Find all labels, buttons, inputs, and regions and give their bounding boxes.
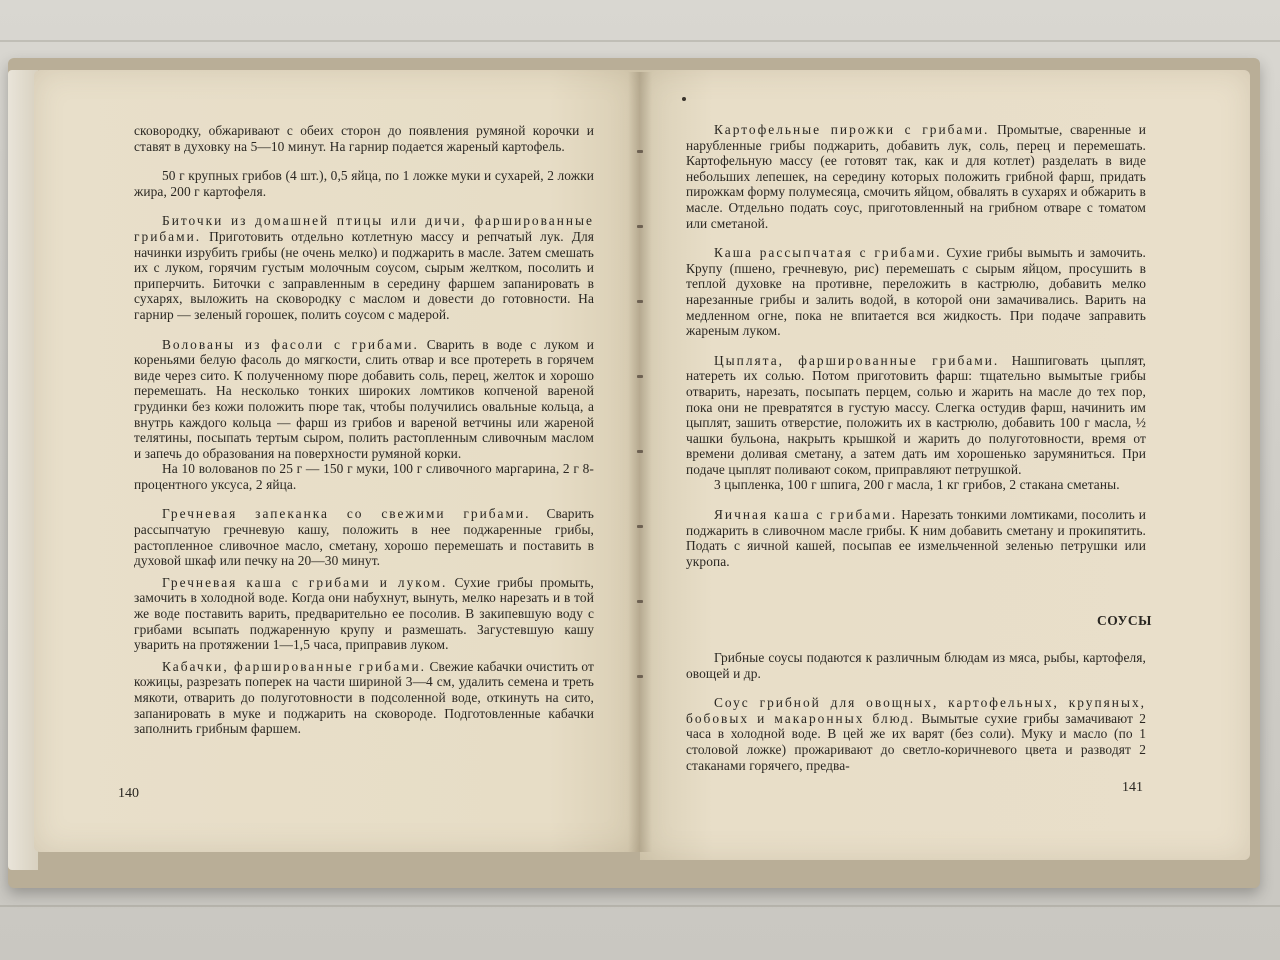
recipe-tsyplyata-extra: 3 цыпленка, 100 г шпига, 200 г масла, 1 кг грибов, 2 стакана сметаны. [714, 477, 1120, 493]
binding-stitch [637, 450, 643, 453]
sauces-intro: Грибные соусы подаются к различным блюдам из мяса, рыбы, картофеля, овощей и др. [686, 650, 1146, 681]
recipe-yaichnaya-kasha [686, 507, 1146, 569]
recipe-title: Биточки из домашней птицы или дичи, фаршированные грибами. [134, 213, 594, 244]
binding-stitch [637, 300, 643, 303]
recipe-title: Каша рассыпчатая с грибами. [714, 245, 942, 261]
recipe-title: Яичная каша с грибами. [714, 507, 898, 523]
intro-ingredients: 50 г крупных грибов (4 шт.), 0,5 яйца, по 1 ложке муки и сухарей, 2 ложки жира, 200 г картофеля. [134, 168, 594, 199]
recipe-zapekanka [134, 506, 594, 568]
recipe-title: Кабачки, фаршированные грибами. [162, 658, 427, 674]
recipe-sous-gribnoy [686, 695, 1146, 773]
recipe-body: Сварить рассыпчатую гречневую кашу, положить в нее поджаренные грибы, растопленное сливочное масло, сметану, хорошо перемешать и поставить в духовой шкаф или печку на 20—30 минут. [134, 506, 595, 569]
recipe-body: Нарезать тонкими ломтиками, посолить и поджарить в сливочном масле грибы. К ним добавить сметану и прокипятить. Подать с яичной кашей, посыпав ее измельченной зеленью петрушки или укропа. [686, 507, 1147, 569]
binding-stitch [637, 150, 643, 153]
recipe-body: Вымытые сухие грибы замачивают 2 часа в холодной воде. В цей же их варят (без соли). Муку и масло (по 1 столовой ложке) прожаривают до светло-коричневого цвета и разводят 2 стаканами горячего, предва- [686, 710, 1147, 773]
recipe-kabachki [134, 659, 594, 737]
page-number-left: 140 [118, 786, 139, 801]
sauces-text [686, 650, 1146, 773]
binding-stitch [637, 675, 643, 678]
recipe-pirozhki [686, 122, 1146, 231]
left-page [34, 70, 640, 852]
recipe-body: Свежие кабачки очистить от кожицы, разрезать поперек на части шириной 3—4 см, удалить семена и треть мякоти, отварить до полуготовности в подсоленной воде, откинуть на сито, запанировать в муке и поджарить на сковороде. Подготовленные кабачки заполнить грибным фаршем. [134, 658, 595, 737]
page-number-right: 141 [1122, 780, 1143, 795]
binding-stitch [637, 600, 643, 603]
recipe-title: Соус грибной для овощных, картофельных, крупяных, бобовых и макаронных блюд. [686, 695, 1146, 726]
binding-stitch [637, 225, 643, 228]
recipe-bitochki [134, 213, 594, 322]
right-page [640, 70, 1250, 860]
recipe-body: Промытые, сваренные и нарубленные грибы поджарить, добавить лук, соль, перец и перемешать. Картофельную массу (ее готовят так, как и для котлет) разделать в виде небольших лепешек, на середину которых положить грибной фарш, придать пирожкам форму полумесяца, смочить яйцом, обвалять в сухарях и обжарить в масле. Отдельно подать соус, приготовленный на грибном отваре с томатом или сметаной. [686, 122, 1146, 231]
left-page-text [134, 123, 594, 737]
book-gutter [628, 72, 652, 852]
recipe-kasha-rassypchataya [686, 245, 1146, 339]
section-heading: СОУСЫ [1097, 613, 1152, 628]
ink-speck [682, 97, 686, 101]
recipe-title: Цыплята, фаршированные грибами. [714, 352, 1000, 368]
binding-stitch [637, 375, 643, 378]
intro-text: сковородку, обжаривают с обеих сторон до появления румяной корочки и ставят в духовку на 5—10 минут. На гарнир подается жареный картофель. [134, 123, 594, 154]
recipe-title: Гречневая запеканка со свежими грибами. [162, 506, 531, 522]
recipe-kasha-luk [134, 575, 594, 653]
recipe-body: Приготовить отдельно котлетную массу и репчатый лук. Для начинки изрубить грибы (не очень мелко) и поджарить в масле. Затем смешать их с луком, горячим густым молочным соусом, сырым желтком, посолить и приперчить. Биточки с заправленным в середину фаршем запанировать в сухарях, выложить на сковородку с маслом и довести до готовности. На гарнир — зеленый горошек, полить соусом с мадерой. [134, 228, 595, 322]
recipe-body: Сухие грибы промыть, замочить в холодной воде. Когда они набухнут, вынуть, мелко нарезать и в той же воде поставить варить, предварительно ее посолив. В закипевшую воду с грибами всыпать поджаренную крупу и размешать. Загустевшую кашу уварить на протяжении 1—1,5 часа, приправив луком. [134, 574, 594, 653]
recipe-body: Нашпиговать цыплят, натереть их солью. Потом приготовить фарш: тщательно вымытые грибы отварить, нарезать, посыпать перцем, солью и жарить на масле до тех пор, пока они не превратятся в густую массу. Слегка остудив фарш, начинить им цыплят, зашить отверстие, положить их в кастрюлю, добавить 100 г масла, ½ чашки бульона, накрыть крышкой и жарить до полуготовности, время от времени доливая сметану, а затем дать им хорошенько зарумяниться. При подаче цыплят поливают соком, приправляют петрушкой. [686, 352, 1146, 477]
right-page-text [686, 122, 1146, 569]
recipe-body: Сухие грибы вымыть и замочить. Крупу (пшено, гречневую, рис) перемешать с сырым яйцом, просушить в теплой духовке на противне, переложить в кастрюлю, добавить мелко нарезанные грибы и залить водой, в которой они замачивались. Варить на медленном огне, пока не впитается вся жидкость. При подаче заправить жареным луком. [686, 245, 1146, 339]
recipe-tsyplyata [686, 353, 1146, 478]
binding-stitch [637, 525, 643, 528]
recipe-title: Гречневая каша с грибами и луком. [162, 574, 448, 590]
recipe-title: Волованы из фасоли с грибами. [162, 336, 419, 352]
recipe-title: Картофельные пирожки с грибами. [714, 122, 990, 137]
recipe-volovany [134, 337, 594, 462]
recipe-body: Сварить в воде с луком и кореньями белую фасоль до мягкости, слить отвар и все протереть в горячем виде через сито. К полученному пюре добавить соль, перец, желток и хорошо перемешать. На несколько тонких широких ломтиков копченой вареной грудинки без кожи положить пюре так, чтобы получились овальные кольца, а внутрь каждого кольца — фарш из грибов и вареной ветчины или жареной телятины, посыпать тертым сыром, полить растопленным сливочным маслом и запечь до образования на поверхности румяной корки. [134, 336, 594, 461]
recipe-volovany-extra: На 10 волованов по 25 г — 150 г муки, 100 г сливочного маргарина, 2 г 8-процентного уксуса, 2 яйца. [134, 461, 594, 492]
